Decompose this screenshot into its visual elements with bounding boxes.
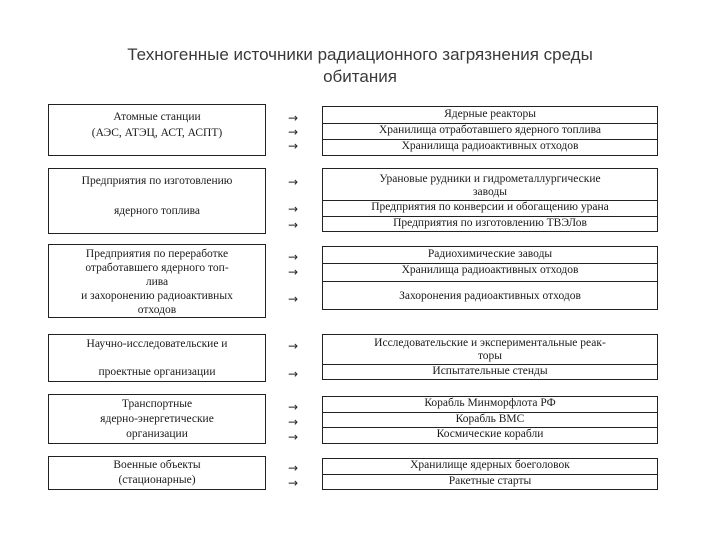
source-text: (АЭС, АТЭЦ, АСТ, АСПТ) — [91, 127, 223, 139]
target-text: Урановые рудники и гидрометаллургические — [379, 173, 601, 185]
source-text: Транспортные — [121, 398, 193, 410]
target-cell: Космические корабли — [323, 427, 657, 443]
source-text: Предприятия по переработке — [85, 248, 229, 260]
source-text: отходов — [137, 304, 177, 316]
arrow-icon: → — [288, 367, 299, 381]
source-box-military — [48, 456, 266, 490]
target-cell: Радиохимические заводы — [427, 248, 553, 260]
arrow-icon: → — [288, 400, 299, 414]
target-box-military — [322, 458, 658, 490]
target-cell: Ядерные реакторы — [444, 108, 536, 120]
arrow-icon: → — [288, 175, 299, 189]
source-box-nuclear-plants — [48, 104, 266, 156]
target-box-fuel-fabrication — [322, 168, 658, 232]
target-cell: Предприятия по конверсии и обогащению урана — [323, 200, 657, 216]
arrow-icon: → — [288, 415, 299, 429]
source-text: и захоронению радиоактивных — [81, 290, 233, 302]
source-text: Атомные станции — [113, 111, 201, 123]
title-line-2: обитания — [323, 67, 397, 86]
source-box-fuel-fabrication — [48, 168, 266, 234]
target-cell: Ракетные старты — [323, 474, 657, 489]
target-cell: Корабль Минморфлота РФ — [424, 397, 556, 409]
arrow-icon: → — [288, 202, 299, 216]
arrow-icon: → — [288, 111, 299, 125]
source-box-research — [48, 334, 266, 382]
arrow-icon: → — [288, 476, 299, 490]
source-text: Научно-исследовательские и — [86, 338, 228, 350]
target-cell: Корабль ВМС — [323, 412, 657, 427]
arrow-icon: → — [288, 218, 299, 232]
arrow-icon: → — [288, 139, 299, 153]
arrow-icon: → — [288, 339, 299, 353]
target-box-research — [322, 334, 658, 380]
source-text: (стационарные) — [118, 474, 196, 486]
source-text: ядерного топлива — [113, 205, 200, 217]
target-cell: Хранилище ядерных боеголовок — [410, 459, 570, 471]
target-text: торы — [477, 350, 503, 362]
source-box-transport — [48, 394, 266, 444]
target-cell: Хранилища радиоактивных отходов — [323, 139, 657, 155]
source-text: организации — [126, 428, 188, 440]
target-cell: Испытательные стенды — [323, 364, 657, 379]
arrow-icon: → — [288, 292, 299, 306]
title-line-1: Техногенные источники радиационного загрязнения среды — [127, 45, 593, 64]
arrow-icon: → — [288, 250, 299, 264]
target-cell: Хранилища радиоактивных отходов — [323, 263, 657, 281]
source-text: Предприятия по изготовлению — [81, 175, 233, 187]
arrow-icon: → — [288, 265, 299, 279]
source-text: лива — [145, 276, 169, 288]
target-text: Исследовательские и экспериментальные реак- — [374, 337, 606, 349]
target-text: заводы — [473, 186, 507, 198]
target-cell: Предприятия по изготовлению ТВЭЛов — [323, 216, 657, 231]
diagram-title — [60, 44, 660, 88]
arrow-icon: → — [288, 125, 299, 139]
arrow-icon: → — [288, 461, 299, 475]
target-box-reprocessing — [322, 246, 658, 310]
source-box-reprocessing — [48, 244, 266, 318]
target-box-nuclear-plants — [322, 106, 658, 156]
source-text: ядерно-энергетические — [100, 413, 214, 425]
source-text: проектные организации — [98, 366, 216, 378]
target-box-transport — [322, 396, 658, 444]
target-cell: Захоронения радиоактивных отходов — [323, 281, 657, 309]
source-text: Военные объекты — [113, 459, 201, 471]
arrow-icon: → — [288, 430, 299, 444]
source-text: отработавшего ядерного топ- — [85, 262, 229, 274]
target-cell: Хранилища отработавшего ядерного топлива — [323, 123, 657, 139]
